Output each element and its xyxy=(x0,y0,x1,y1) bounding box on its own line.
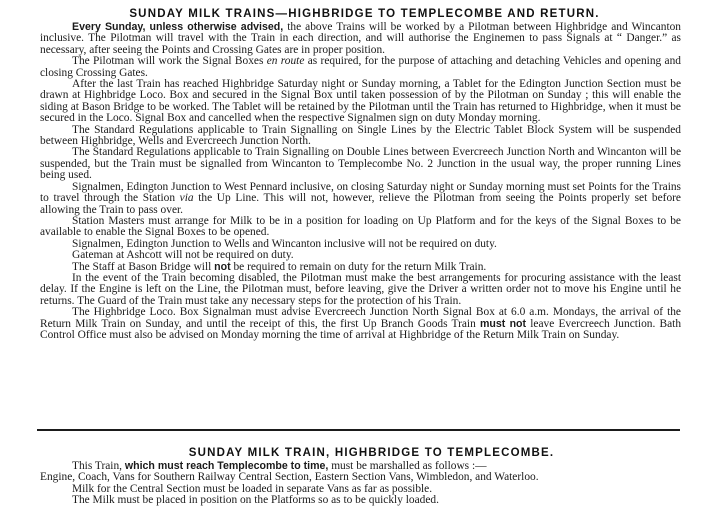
italic-text: via xyxy=(179,192,194,205)
paragraph-text: Signalmen, Edington Junction to West Pennard inclusive, on closing Saturday night or Sunday morning must set Points for the Trains to travel through the Station xyxy=(40,180,681,205)
section-title: SUNDAY MILK TRAIN, HIGHBRIDGE TO TEMPLECOMBE. xyxy=(188,447,555,459)
paragraph-double-lines: The Standard Regulations applicable to Train Signalling on Double Lines between Evercreech Junction North and Wincanton will be suspended, but the Train must be signalled from Wincanton to Templecombe No. 2 Junction in the usual way, the proper running Lines being used. xyxy=(40,146,681,182)
section-divider xyxy=(37,429,680,431)
paragraph-signalmen-off-duty: Signalmen, Edington Junction to Wells and Wincanton inclusive will not be required on duty. xyxy=(72,237,497,250)
notice-section-return-trains xyxy=(40,6,681,341)
paragraph-text: The Staff at Bason Bridge will xyxy=(72,260,215,273)
emphasis-text: which must reach Templecombe to time, xyxy=(124,460,329,472)
paragraph-tablet: After the last Train has reached Highbridge Saturday night or Sunday morning, a Tablet for the Edington Junction Section must be drawn at Highbridge Loco. Box and secured in the Signal Box until taken possession of by the Pilotman on Sunday ; this will enable the siding at Bason Bridge to be worked. The Tablet will be retained by the Pilotman until the Train has returned to Highbridge, when it must be secured in the Loco. Signal Box and cancelled when the respective Signalmen sign on duty Monday morning. xyxy=(40,78,681,125)
paragraph-text: leave Evercreech Junction. Bath Control Office must also be advised on Monday morning the time of arrival at Highbridge of the Return Milk Train on Sunday. xyxy=(40,317,682,341)
paragraph-central-section: Milk for the Central Section must be loaded in separate Vans as far as possible. xyxy=(72,482,433,495)
emphasis-text: not xyxy=(214,260,231,273)
paragraph-signal-boxes xyxy=(40,56,681,79)
paragraph-text: the Up Line. This will not, however, relieve the Pilotman from seeing the Points properly set before allowing the Train to pass over. xyxy=(40,192,681,216)
paragraph-disabled-train: In the event of the Train becoming disabled, the Pilotman must make the best arrangements for procuring assistance with the least delay. If the Engine is left on the Line, the Pilotman must, before leaving, give the Driver a written order not to move his Engine until he returns. The Guard of the Train must take any necessary steps for the protection of his Train. xyxy=(40,271,681,307)
notice-section-templecombe xyxy=(40,445,681,507)
emphasis-text: must not xyxy=(479,317,527,330)
paragraph-text: the above Trains will be worked by a Pilotman between Highbridge and Wincanton inclusive. The Pilotman will travel with the Train in each direction, and will authorise the Enginemen to pass Signals at “ Danger.” as necessary, after seeing the Points and Crossing Gates are in proper position. xyxy=(40,21,681,56)
section-body xyxy=(40,461,681,507)
paragraph-text: be required to remain on duty for the return Milk Train. xyxy=(230,260,487,273)
italic-text: en route xyxy=(266,55,305,68)
paragraph-milk-placement: The Milk must be placed in position on the Platforms so as to be quickly loaded. xyxy=(72,494,439,507)
paragraph-text: as required, for the purpose of attaching and detaching Vehicles and opening and closing Crossing Gates. xyxy=(40,55,681,79)
paragraph-single-lines: The Standard Regulations applicable to Train Signalling on Single Lines by the Electric Tablet Block System will be suspended between Highbridge, Wells and Evercreech Junction North. xyxy=(40,123,681,148)
paragraph-loco-box-advice xyxy=(40,307,681,341)
paragraph-text: must be marshalled as follows :— xyxy=(328,460,487,472)
section-body xyxy=(40,22,681,341)
paragraph-text: This Train, xyxy=(72,460,125,472)
paragraph-set-points xyxy=(40,182,681,216)
paragraph-pilotman-working xyxy=(40,22,681,56)
section-title: SUNDAY MILK TRAINS—HIGHBRIDGE TO TEMPLECOMBE AND RETURN. xyxy=(129,8,600,20)
paragraph-station-masters: Station Masters must arrange for Milk to be in a position for loading on Up Platform and for the keys of the Signal Boxes to be available to enable the Signal Boxes to be opened. xyxy=(40,214,681,239)
paragraph-text: The Highbridge Loco. Box Signalman must advise Evercreech Junction North Signal Box at 6.0 a.m. Mondays, the arrival of the Return Milk Train on Sunday, and until the receipt of this, the first Up Branch Goods Train xyxy=(40,306,681,330)
emphasis-text: Every Sunday, unless otherwise advised, xyxy=(72,21,284,33)
paragraph-gateman: Gateman at Ashcott will not be required on duty. xyxy=(72,249,294,262)
paragraph-formation: Engine, Coach, Vans for Southern Railway Central Section, Eastern Section Vans, Wimbledon, and Waterloo. xyxy=(40,471,539,484)
paragraph-text: The Pilotman will work the Signal Boxes xyxy=(72,55,267,68)
